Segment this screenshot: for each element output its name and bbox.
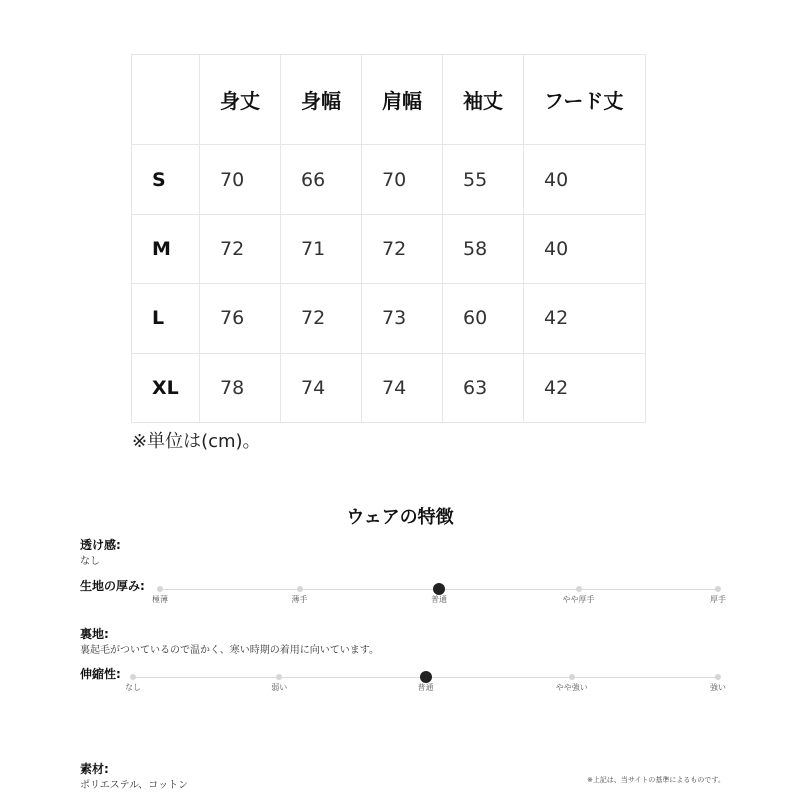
- table-cell: 74: [362, 353, 443, 422]
- stretch-scale: [0, 668, 800, 698]
- table-cell: 72: [281, 284, 362, 353]
- scale-tick-label: やや厚手: [562, 595, 595, 604]
- table-cell: 74: [281, 353, 362, 422]
- header-cell-hood: フード丈: [524, 55, 646, 145]
- material-value: ポリエステル、コットン: [80, 780, 189, 791]
- lining-value: 裏起毛がついているので温かく、寒い時期の着用に向いています。: [80, 645, 379, 656]
- table-cell: 60: [443, 284, 524, 353]
- table-cell: 42: [524, 353, 646, 422]
- thickness-scale: [0, 580, 800, 610]
- scale-tick-label: やや強い: [555, 683, 588, 692]
- table-row: [132, 284, 646, 353]
- scale-tick-label: 普通: [431, 595, 447, 604]
- scale-dot: [297, 586, 303, 592]
- scale-tick-label: 普通: [417, 683, 434, 692]
- scale-tick-label: なし: [125, 683, 141, 692]
- size-table: [131, 54, 646, 423]
- scale-tick-label: 厚手: [710, 595, 726, 604]
- table-cell: 70: [362, 145, 443, 214]
- size-table-header-row: [132, 55, 646, 145]
- table-cell: 71: [281, 214, 362, 283]
- scale-tick-label: 薄手: [291, 595, 308, 604]
- footnote: ※上記は、当サイトの基準によるものです。: [587, 776, 725, 784]
- scale-dot: [157, 586, 163, 592]
- table-cell: 40: [524, 214, 646, 283]
- table-cell: 66: [281, 145, 362, 214]
- header-cell-length: 身丈: [200, 55, 281, 145]
- size-label: XL: [132, 353, 200, 422]
- lining-label: 裏地:: [80, 627, 109, 641]
- scale-dot: [715, 674, 721, 680]
- header-cell-width: 身幅: [281, 55, 362, 145]
- scale-dot: [569, 674, 575, 680]
- table-cell: 78: [200, 353, 281, 422]
- scale-dot: [715, 586, 721, 592]
- table-cell: 76: [200, 284, 281, 353]
- table-cell: 72: [362, 214, 443, 283]
- table-cell: 73: [362, 284, 443, 353]
- table-cell: 58: [443, 214, 524, 283]
- unit-note: ※単位は(cm)。: [132, 431, 261, 452]
- header-cell-sleeve: 袖丈: [443, 55, 524, 145]
- scale-dot: [276, 674, 282, 680]
- stretch-label: 伸縮性:: [80, 667, 121, 681]
- thickness-label: 生地の厚み:: [80, 579, 145, 593]
- size-label: S: [132, 145, 200, 214]
- table-cell: 40: [524, 145, 646, 214]
- header-cell-shoulder: 肩幅: [362, 55, 443, 145]
- scale-dot: [130, 674, 136, 680]
- scale-tick-label: 弱い: [271, 683, 288, 692]
- table-cell: 42: [524, 284, 646, 353]
- scale-dot: [576, 586, 582, 592]
- table-cell: 55: [443, 145, 524, 214]
- table-row: [132, 353, 646, 422]
- size-label: L: [132, 284, 200, 353]
- transparency-value: なし: [80, 556, 100, 567]
- table-cell: 63: [443, 353, 524, 422]
- transparency-label: 透け感:: [80, 538, 121, 552]
- header-cell-corner: [132, 55, 200, 145]
- material-label: 素材:: [80, 762, 109, 776]
- scale-tick-label: 強い: [710, 683, 726, 692]
- table-cell: 72: [200, 214, 281, 283]
- size-label: M: [132, 214, 200, 283]
- scale-tick-label: 極薄: [152, 595, 168, 604]
- features-title: ウェアの特徴: [346, 507, 454, 528]
- table-row: [132, 145, 646, 214]
- table-row: [132, 214, 646, 283]
- table-cell: 70: [200, 145, 281, 214]
